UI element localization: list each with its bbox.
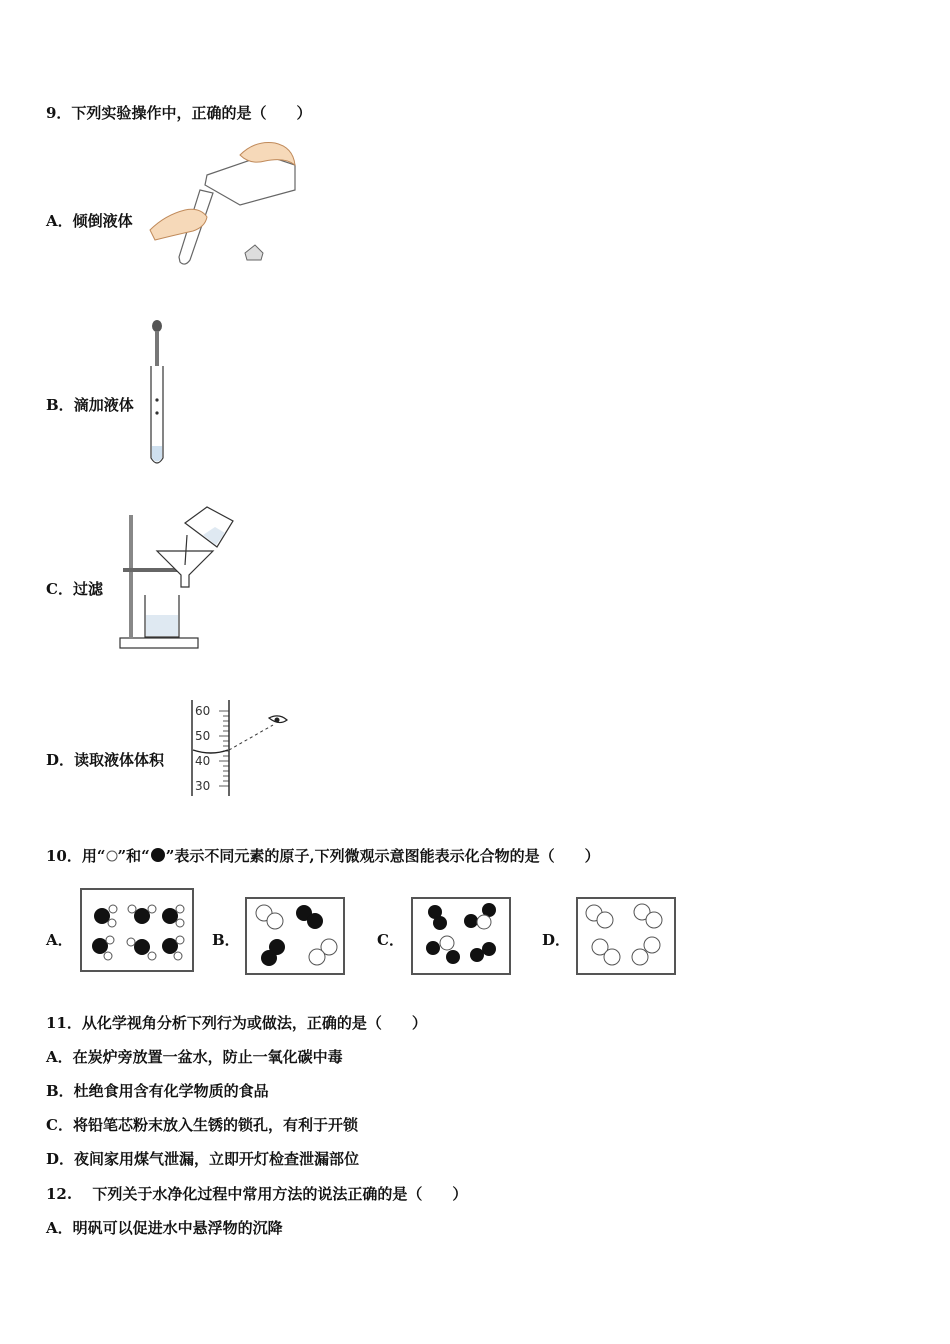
q10-option-a-label: A．: [46, 931, 73, 949]
q11-option-d: D．夜间家用煤气泄漏，立即开灯检查泄漏部位: [46, 1150, 360, 1168]
molecule-diagram: [82, 890, 192, 970]
q10-option-c-label: C．: [377, 931, 404, 949]
q10-stem-mid: ”和“: [117, 847, 150, 865]
q10-option-b-label: B．: [212, 931, 240, 949]
option-text: 读取液体体积: [74, 751, 165, 769]
white-atom-icon: [106, 850, 118, 862]
q10-stem-before: 10．用“: [46, 847, 106, 865]
option-text: 倾倒液体: [72, 212, 133, 230]
molecule-diagram: [578, 899, 674, 973]
q12-option-a: A．明矾可以促进水中悬浮物的沉降: [46, 1219, 283, 1237]
q11-option-c: C．将铅笔芯粉末放入生锈的锁孔，有利于开锁: [46, 1116, 358, 1134]
q10-stem: [46, 845, 600, 866]
tick-label: 30: [195, 779, 211, 793]
black-atom-icon: [150, 848, 166, 862]
q9-option-a: [46, 210, 133, 231]
q10-option-b-diagram: [245, 897, 345, 975]
q10-option-c-diagram: [411, 897, 511, 975]
option-letter: C．: [46, 580, 73, 598]
option-text: 过滤: [72, 580, 103, 598]
option-letter: D．: [46, 751, 75, 769]
tick-label: 50: [195, 729, 211, 743]
option-text: 滴加液体: [73, 396, 134, 414]
tick-label: 40: [195, 754, 211, 768]
dropper-test-tube-illustration: [145, 318, 175, 470]
q12-stem: 12. 下列关于水净化过程中常用方法的说法正确的是（ ）: [46, 1185, 468, 1203]
option-letter: A．: [46, 212, 73, 230]
q10-option-d-label: D．: [542, 931, 571, 949]
q11-option-a: A．在炭炉旁放置一盆水，防止一氧化碳中毒: [46, 1048, 343, 1066]
q10-option-d-diagram: [576, 897, 676, 975]
q9-option-d: [46, 749, 164, 770]
q11-option-b: B．杜绝食用含有化学物质的食品: [46, 1082, 269, 1100]
tick-label: 60: [195, 704, 211, 718]
graduated-cylinder-illustration: [185, 698, 295, 798]
pouring-liquid-illustration: [145, 135, 305, 270]
q11-stem: 11．从化学视角分析下列行为或做法，正确的是（ ）: [46, 1014, 427, 1032]
option-letter: B．: [46, 396, 74, 414]
q10-option-a-diagram: [80, 888, 194, 972]
q9-option-c: [46, 578, 103, 599]
q10-stem-after: ”表示不同元素的原子,下列微观示意图能表示化合物的是（ ）: [165, 847, 600, 865]
molecule-diagram: [413, 899, 509, 973]
q9-stem: 9．下列实验操作中，正确的是（ ）: [46, 104, 312, 122]
filtration-illustration: [115, 505, 240, 655]
q9-option-b: [46, 394, 134, 415]
molecule-diagram: [247, 899, 343, 973]
